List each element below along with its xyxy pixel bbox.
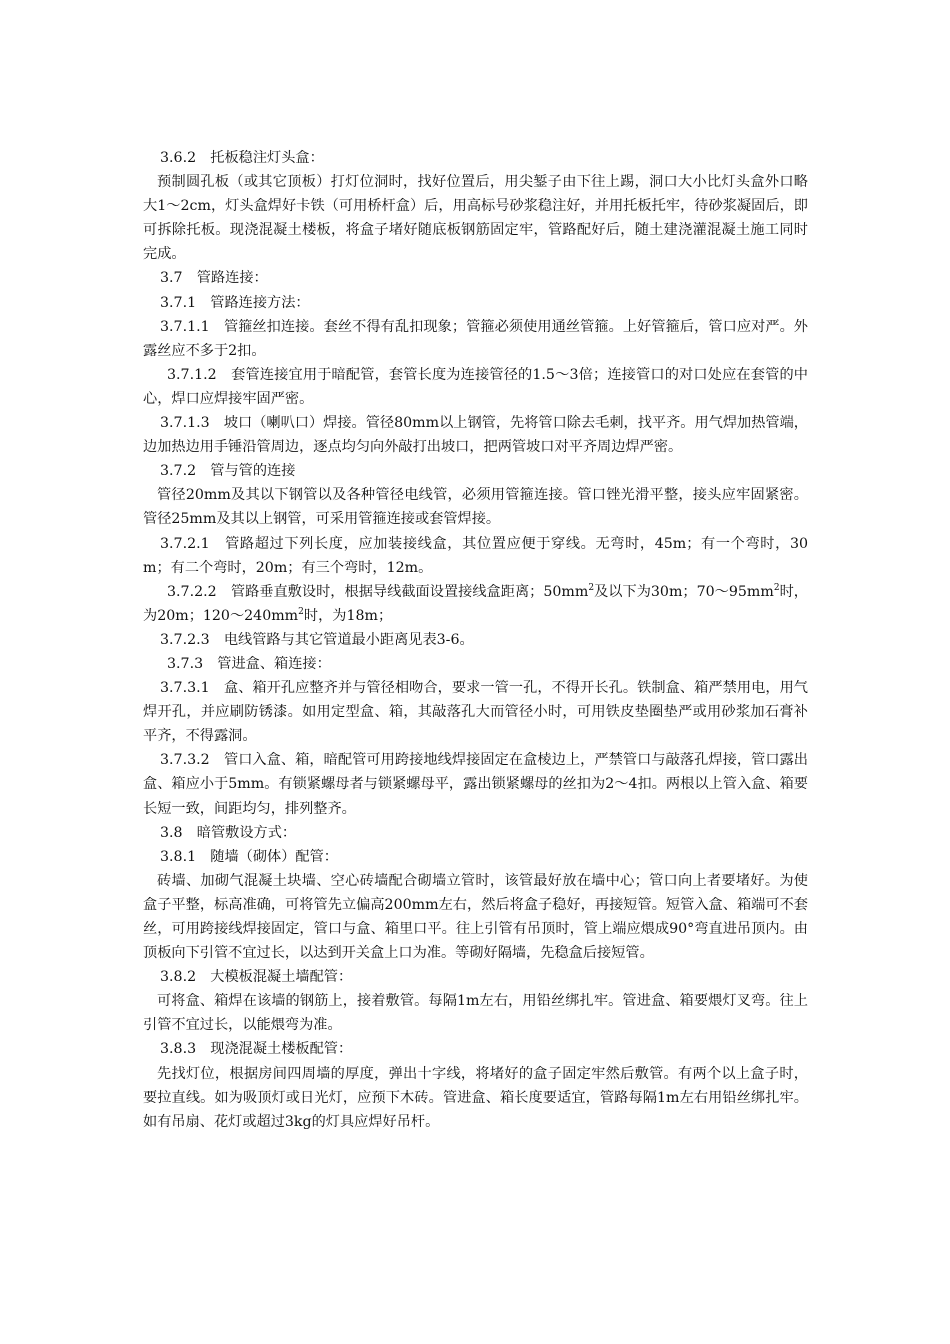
- clause-3-7-1-2: 3.7.1.2 套管连接宜用于暗配管，套管长度为连接管径的1.5～3倍；连接管口的对口处应在套管的中心，焊口应焊接牢固严密。: [143, 366, 808, 407]
- body-paragraph: 预制圆孔板（或其它顶板）打灯位洞时，找好位置后，用尖錾子由下往上踢，洞口大小比灯头盒外口略大1～2cm，灯头盒焊好卡铁（可用桥杆盒）后，用高标号砂浆稳注好，并用托板托牢，待砂浆凝固后，即可拆除托板。现浇混凝土楼板，将盒子堵好随底板钢筋固定牢，管路配好后，随土建浇灌混凝土施工同时完成。: [143, 174, 808, 263]
- heading-3-8-1: 3.8.1 随墙（砌体）配管：: [160, 848, 338, 865]
- body-paragraph: 先找灯位，根据房间四周墙的厚度，弹出十字线，将堵好的盒子固定牢然后敷管。有两个以上盒子时，要拉直线。如为吸顶灯或日光灯，应预下木砖。管进盒、箱长度要适宜，管路每隔1m左右用铅丝绑扎牢。如有吊扇、花灯或超过3kg的灯具应焊好吊杆。: [143, 1065, 808, 1130]
- heading-3-8-3: 3.8.3 现浇混凝土楼板配管：: [160, 1041, 353, 1058]
- heading-3-7: 3.7 管路连接：: [160, 270, 268, 287]
- clause-3-7-2-1: 3.7.2.1 管路超过下列长度，应加装接线盒，其位置应便于穿线。无弯时，45m；有一个弯时，30m；有二个弯时，20m；有三个弯时，12m。: [143, 535, 808, 576]
- body-paragraph: 可将盒、箱焊在该墙的钢筋上，接着敷管。每隔1m左右，用铅丝绑扎牢。管进盒、箱要煨灯叉弯。往上引管不宜过长，以能煨弯为准。: [143, 993, 808, 1034]
- body-paragraph: 砖墙、加砌气混凝土块墙、空心砖墙配合砌墙立管时，该管最好放在墙中心；管口向上者要堵好。为使盒子平整，标高准确，可将管先立偏高200mm左右，然后将盒子稳好，再接短管。短管入盒、箱端可不套丝，可用跨接线焊接固定，管口与盒、箱里口平。往上引管有吊顶时，管上端应煨成90°弯直进吊顶内。由顶板向下引管不宜过长，以达到开关盒上口为准。等砌好隔墙，先稳盒后接短管。: [143, 872, 808, 962]
- heading-3-7-2: 3.7.2 管与管的连接: [160, 463, 296, 480]
- clause-3-7-2-2: 3.7.2.2 管路垂直敷设时，根据导线截面设置接线盒距离；$50mm^2$及以下为30m；$70\sim 95mm^2$时，为20m；$120\sim 240mm^2$时，为18m；: [143, 582, 808, 624]
- document-page: [143, 146, 808, 1134]
- heading-3-8: 3.8 暗管敷设方式：: [160, 824, 297, 841]
- clause-3-7-1-3: 3.7.1.3 坡口（喇叭口）焊接。管径80mm以上钢管，先将管口除去毛刺，找平齐。用气焊加热管端，边加热边用手锤沿管周边，逐点均匀向外敲打出坡口，把两管坡口对平齐周边焊严密。: [143, 415, 808, 456]
- clause-3-7-3-2: 3.7.3.2 管口入盒、箱，暗配管可用跨接地线焊接固定在盒棱边上，严禁管口与敲落孔焊接，管口露出盒、箱应小于5mm。有锁紧螺母者与锁紧螺母平，露出锁紧螺母的丝扣为2～4扣。两根以上管入盒、箱要长短一致，间距均匀，排列整齐。: [143, 752, 808, 817]
- clause-3-7-3-1: 3.7.3.1 盒、箱开孔应整齐并与管径相吻合，要求一管一孔，不得开长孔。铁制盒、箱严禁用电，用气焊开孔，并应刷防锈漆。如用定型盒、箱，其敲落孔大而管径小时，可用铁皮垫圈垫严或用砂浆加石膏补平齐，不得露洞。: [143, 680, 808, 745]
- heading-3-8-2: 3.8.2 大模板混凝土墙配管：: [160, 969, 353, 986]
- heading-3-7-3: 3.7.3 管进盒、箱连接：: [167, 655, 331, 672]
- heading-3-7-1: 3.7.1 管路连接方法：: [160, 294, 310, 311]
- clause-3-7-1-1: 3.7.1.1 管箍丝扣连接。套丝不得有乱扣现象；管箍必须使用通丝管箍。上好管箍后，管口应对严。外露丝应不多于2扣。: [143, 318, 808, 359]
- clause-3-7-2-3: 3.7.2.3 电线管路与其它管道最小距离见表3-6。: [160, 631, 474, 648]
- body-paragraph: 管径20mm及其以下钢管以及各种管径电线管，必须用管箍连接。管口锉光滑平整，接头应牢固紧密。管径25mm及其以上钢管，可采用管箍连接或套管焊接。: [143, 487, 808, 528]
- heading-3-6-2: 3.6.2 托板稳注灯头盒：: [160, 150, 324, 166]
